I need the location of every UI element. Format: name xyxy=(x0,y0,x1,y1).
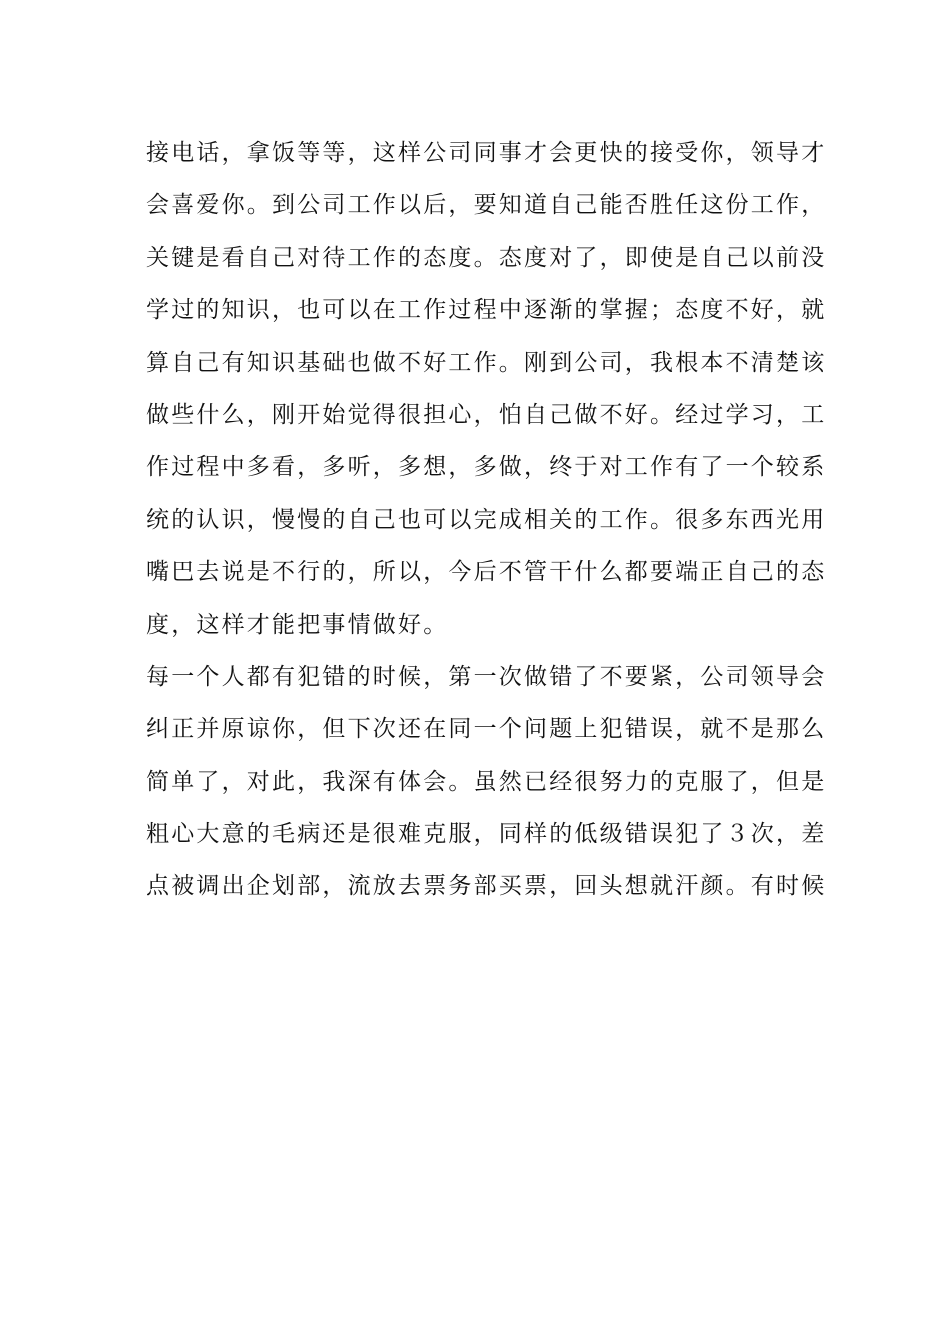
text-line: 关键是看自己对待工作的态度。态度对了，即使是自己以前没 xyxy=(146,244,827,271)
text-line: 度，这样才能把事情做好。 xyxy=(146,611,449,638)
text-line: 算自己有知识基础也做不好工作。刚到公司，我根本不清楚该 xyxy=(146,349,827,376)
text-line: 统的认识，慢慢的自己也可以完成相关的工作。很多东西光用 xyxy=(146,506,827,533)
paragraph-1 xyxy=(146,127,827,651)
text-line: 学过的知识，也可以在工作过程中逐渐的掌握；态度不好，就 xyxy=(146,297,827,324)
text-line: 粗心大意的毛病还是很难克服，同样的低级错误犯了３次，差 xyxy=(146,821,827,848)
text-line: 接电话，拿饭等等，这样公司同事才会更快的接受你，领导才 xyxy=(146,140,827,166)
text-line: 简单了，对此，我深有体会。虽然已经很努力的克服了，但是 xyxy=(146,768,827,795)
text-line: 会喜爱你。到公司工作以后，要知道自己能否胜任这份工作， xyxy=(146,192,827,219)
text-line: 作过程中多看，多听，多想，多做，终于对工作有了一个较系 xyxy=(146,454,827,481)
text-line: 每一个人都有犯错的时候，第一次做错了不要紧，公司领导会 xyxy=(146,663,827,690)
text-line: 嘴巴去说是不行的，所以，今后不管干什么都要端正自己的态 xyxy=(146,559,827,586)
text-line: 纠正并原谅你，但下次还在同一个问题上犯错误，就不是那么 xyxy=(146,716,827,743)
document-body xyxy=(146,127,827,913)
paragraph-2 xyxy=(146,651,827,913)
text-line: 点被调出企划部，流放去票务部买票，回头想就汗颜。有时候 xyxy=(146,873,827,900)
text-line: 做些什么，刚开始觉得很担心，怕自己做不好。经过学习，工 xyxy=(146,401,827,428)
